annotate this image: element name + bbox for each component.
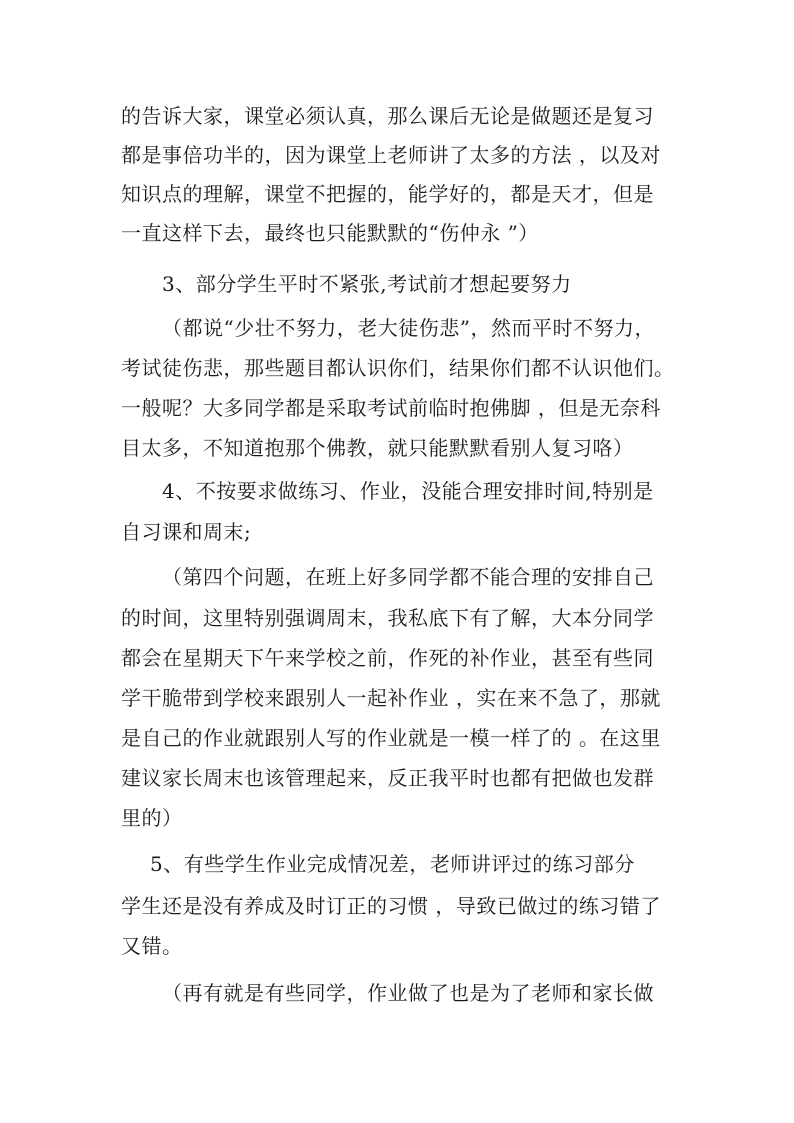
paragraph-line: （第四个问题，在班上好多同学都不能合理的安排自己 [162,565,654,589]
list-item-heading-5: 5、有些学生作业完成情况差，老师讲评过的练习部分 [150,852,635,876]
paragraph-line: 是自己的作业就跟别人写的作业就是一模一样了的 。在这里 [121,726,661,750]
list-item-heading-3: 3、部分学生平时不紧张,考试前才想起要努力 [162,272,572,296]
paragraph-line: 里的） [121,806,183,830]
list-item-heading-4: 4、不按要求做练习、作业，没能合理安排时间,特别是 [162,479,654,503]
paragraph-line: 学生还是没有养成及时订正的习惯 ，导致已做过的练习错了 [121,894,661,918]
paragraph-line: 的告诉大家，课堂必须认真，那么课后无论是做题还是复习 [121,104,654,128]
paragraph-line: （再有就是有些同学，作业做了也是为了老师和家长做 [162,981,654,1005]
paragraph-line: 的时间，这里特别强调周末，我私底下有了解，大本分同学 [121,606,654,630]
paragraph-line: 考试徒伤悲，那些题目都认识你们，结果你们都不认识他们。 [121,356,675,380]
paragraph-line: 自习课和周末; [121,520,252,544]
paragraph-line: 一般呢？大多同学都是采取考试前临时抱佛脚 ，但是无奈科 [121,396,661,420]
paragraph-line: 目太多，不知道抱那个佛教，就只能默默看别人复习咯） [121,436,634,460]
paragraph-line: 又错。 [121,934,183,958]
paragraph-line: 建议家长周末也该管理起来，反正我平时也都有把做也发群 [121,766,654,790]
paragraph-line: 都会在星期天下午来学校之前，作死的补作业，甚至有些同 [121,646,654,670]
paragraph-line: 学干脆带到学校来跟别人一起补作业 ，实在来不急了，那就 [121,686,661,710]
paragraph-line: 知识点的理解，课堂不把握的，能学好的，都是天才，但是 [121,182,654,206]
paragraph-line: 都是事倍功半的，因为课堂上老师讲了太多的方法 ，以及对 [121,143,661,167]
paragraph-line: 一直这样下去，最终也只能默默的“伤仲永 ”） [121,221,539,245]
paragraph-line: （都说“少壮不努力，老大徒伤悲”，然而平时不努力， [162,316,655,340]
